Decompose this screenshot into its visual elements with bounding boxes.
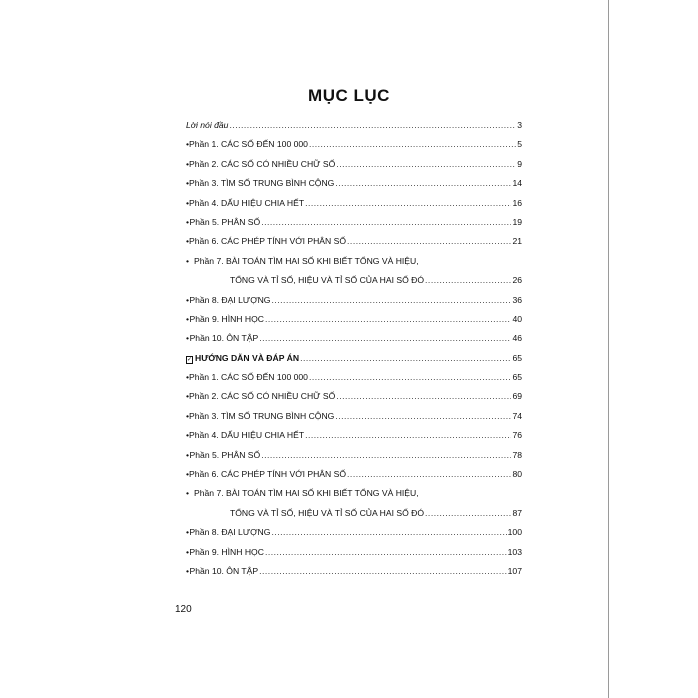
bullet-icon: • [186, 565, 190, 576]
toc-entry-label: TỔNG VÀ TỈ SỐ, HIỆU VÀ TỈ SỐ CỦA HAI SỐ ĐÓ [230, 275, 425, 286]
toc-entry[interactable] [186, 295, 522, 314]
dot-leader [335, 411, 511, 421]
toc-entry-label: Phần 9. HÌNH HỌC [189, 546, 264, 557]
toc-entry-label: Phần 7. BÀI TOÁN TÌM HAI SỐ KHI BIẾT TỔNG VÀ HIỆU, [194, 488, 419, 499]
toc-entry-label: Phần 2. CÁC SỐ CÓ NHIỀU CHỮ SỐ [189, 391, 336, 402]
bullet-icon: • [186, 372, 190, 383]
toc-entry[interactable] [186, 391, 522, 410]
toc-section-heading[interactable] [186, 353, 522, 372]
toc-entry-page: 69 [512, 391, 522, 402]
page-number: 120 [175, 604, 192, 615]
toc-entry-label: Phần 10. ÔN TẬP [189, 565, 259, 576]
bullet-icon: • [186, 449, 190, 460]
bullet-icon: • [186, 294, 190, 305]
page-title: MỤC LỤC [308, 86, 390, 105]
bullet-icon: • [186, 255, 190, 266]
toc-entry[interactable] [186, 139, 522, 158]
dot-leader [347, 236, 511, 246]
dot-leader [336, 159, 516, 169]
dot-leader [261, 217, 511, 227]
bullet-icon: • [186, 236, 190, 247]
toc-entry-page: 80 [512, 469, 522, 480]
toc-entry-label: Phần 3. TÌM SỐ TRUNG BÌNH CỘNG [189, 410, 335, 421]
toc-entry-page: 16 [512, 197, 522, 208]
toc-entry-page: 40 [512, 313, 522, 324]
toc-entry[interactable] [186, 411, 522, 430]
toc-entry-page: 76 [512, 430, 522, 441]
toc-entry[interactable] [186, 469, 522, 488]
toc-entry-label: Phần 5. PHÂN SỐ [189, 449, 261, 460]
toc-entry-page: 65 [512, 352, 522, 363]
dot-leader [305, 430, 511, 440]
toc-entry[interactable] [186, 159, 522, 178]
dot-leader [259, 333, 511, 343]
bullet-icon: • [186, 178, 190, 189]
toc-entry[interactable] [186, 488, 522, 507]
toc-entry-page: 103 [507, 546, 522, 557]
toc-entry-page: 14 [512, 178, 522, 189]
dot-leader [272, 295, 512, 305]
toc-entry-label: Phần 6. CÁC PHÉP TÍNH VỚI PHÂN SỐ [189, 236, 347, 247]
toc-entry-label: HƯỚNG DẪN VÀ ĐÁP ÁN [195, 352, 300, 363]
toc-entry-page: 100 [507, 527, 522, 538]
checkbox-icon: ✓ [187, 356, 193, 363]
toc-entry-label: Phần 7. BÀI TOÁN TÌM HAI SỐ KHI BIẾT TỔNG VÀ HIỆU, [194, 255, 419, 266]
bullet-icon: • [186, 139, 190, 150]
bullet-icon: • [186, 430, 190, 441]
dot-leader [229, 120, 516, 130]
dot-leader [261, 450, 511, 460]
toc-entry-page: 107 [507, 565, 522, 576]
toc-entry-label: Phần 6. CÁC PHÉP TÍNH VỚI PHÂN SỐ [189, 469, 347, 480]
toc-entry-page: 87 [512, 507, 522, 518]
dot-leader [309, 372, 511, 382]
toc-entry-label: Phần 2. CÁC SỐ CÓ NHIỀU CHỮ SỐ [189, 158, 336, 169]
dot-leader [425, 275, 511, 285]
toc-entry[interactable] [186, 430, 522, 449]
toc-entry-page: 9 [517, 158, 522, 169]
toc-entry-label: Lời nói đầu [186, 120, 229, 130]
toc-entry-label: Phần 4. DẤU HIỆU CHIA HẾT [189, 430, 305, 441]
toc-entry[interactable] [186, 256, 522, 275]
toc-entry-page: 36 [512, 294, 522, 305]
toc-entry-label: TỔNG VÀ TỈ SỐ, HIỆU VÀ TỈ SỐ CỦA HAI SỐ ĐÓ [230, 507, 425, 518]
bullet-icon: • [186, 546, 190, 557]
toc-entry-label: Phần 4. DẤU HIỆU CHIA HẾT [189, 197, 305, 208]
dot-leader [265, 314, 511, 324]
toc-entry-label: Phần 9. HÌNH HỌC [189, 313, 264, 324]
toc-entry[interactable] [186, 178, 522, 197]
dot-leader [271, 527, 506, 537]
dot-leader [309, 139, 516, 149]
toc-entry[interactable] [186, 198, 522, 217]
toc-entry-page: 65 [512, 372, 522, 383]
dot-leader [425, 508, 511, 518]
toc-entry-label: Phần 8. ĐẠI LƯỢNG [189, 527, 271, 538]
toc-entry-page: 26 [512, 275, 522, 286]
toc-entry[interactable] [186, 450, 522, 469]
bullet-icon: • [186, 197, 190, 208]
toc-entry-label: Phần 5. PHÂN SỐ [189, 216, 261, 227]
toc-entry-continuation[interactable] [186, 508, 522, 527]
toc-entry-page: 5 [517, 139, 522, 150]
toc-entry-label: Phần 10. ÔN TẬP [189, 333, 259, 344]
toc-entry-continuation[interactable] [186, 275, 522, 294]
toc-entry-label: Phần 3. TÌM SỐ TRUNG BÌNH CỘNG [189, 178, 335, 189]
toc-entry[interactable] [186, 372, 522, 391]
bullet-icon: • [186, 158, 190, 169]
toc-entry[interactable] [186, 314, 522, 333]
toc-entry-page: 3 [517, 120, 522, 130]
toc-entry[interactable] [186, 236, 522, 255]
toc-entry-page: 78 [512, 449, 522, 460]
dot-leader [300, 353, 511, 363]
bullet-icon: • [186, 469, 190, 480]
bullet-icon: • [186, 488, 190, 499]
bullet-icon: • [186, 216, 190, 227]
toc-entry[interactable] [186, 527, 522, 546]
dot-leader [265, 547, 507, 557]
toc-entry-label: Phần 1. CÁC SỐ ĐẾN 100 000 [189, 372, 308, 383]
bullet-icon: • [186, 313, 190, 324]
dot-leader [305, 198, 511, 208]
toc-entry-label: Phần 8. ĐẠI LƯỢNG [189, 294, 271, 305]
toc-entry-page: 46 [512, 333, 522, 344]
toc-entry-page: 19 [512, 216, 522, 227]
bullet-icon: • [186, 410, 190, 421]
table-of-contents [186, 120, 522, 585]
toc-entry-page: 21 [512, 236, 522, 247]
dot-leader [336, 391, 511, 401]
toc-entry[interactable] [186, 333, 522, 352]
dot-leader [259, 566, 507, 576]
toc-entry-page: 74 [512, 410, 522, 421]
toc-entry-label: Phần 1. CÁC SỐ ĐẾN 100 000 [189, 139, 308, 150]
bullet-icon: • [186, 391, 190, 402]
toc-entry[interactable] [186, 217, 522, 236]
dot-leader [347, 469, 511, 479]
toc-entry[interactable] [186, 566, 522, 585]
toc-entry[interactable] [186, 547, 522, 566]
dot-leader [335, 178, 511, 188]
bullet-icon: • [186, 333, 190, 344]
toc-entry-intro[interactable] [186, 120, 522, 139]
bullet-icon: • [186, 527, 190, 538]
